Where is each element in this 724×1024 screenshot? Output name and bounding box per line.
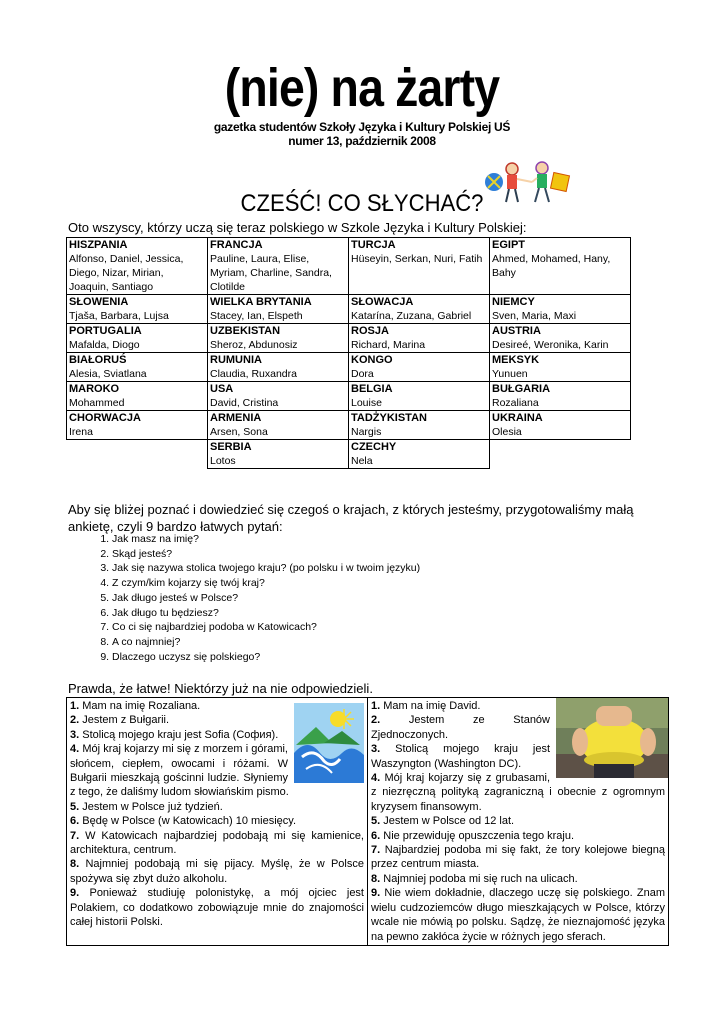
country-cell <box>490 353 631 382</box>
answer-text: Stolicą mojego kraju jest Waszyngton (Washington DC). <box>371 743 550 770</box>
country-name: KONGO <box>351 354 393 366</box>
answer-text: Najmniej podobają mi się pijacy. Myślę, że w Polsce spożywa się zbyt dużo alkoholu. <box>70 858 364 885</box>
answer-text: Nie wiem dokładnie, dlaczego uczę się polskiego. Znam wielu cudzoziemców długo mieszkających w Polsce, którzy wcale nie mówią po polsku. Sądzę, że nieznajomość języka na pewno zakłóca życie w różnych jego sferach. <box>371 887 665 943</box>
country-cell <box>67 411 208 440</box>
student-names: Sheroz, Abdunosiz <box>210 339 298 351</box>
answer-line <box>70 857 364 886</box>
country-name: RUMUNIA <box>210 354 262 366</box>
survey-intro: Aby się bliżej poznać i dowiedzieć się czegoś o krajach, z których jesteśmy, przygotowaliśmy małą ankietę, czyli 9 bardzo łatwych pytań: <box>68 502 634 534</box>
country-cell <box>490 382 631 411</box>
answers-table <box>66 697 669 946</box>
answer-line <box>371 886 665 944</box>
answer-number: 9. <box>70 887 80 900</box>
answer-text: Stolicą mojego kraju jest Sofia (София). <box>79 728 279 741</box>
newsletter-title: (nie) na żarty <box>224 58 500 118</box>
country-cell <box>67 324 208 353</box>
question-item: 2. Skąd jesteś? <box>112 547 420 562</box>
country-name: HISZPANIA <box>69 239 128 251</box>
country-cell <box>349 324 490 353</box>
table-row <box>67 238 631 295</box>
answer-number: 1. <box>371 700 381 712</box>
student-names: Mohammed <box>69 397 125 409</box>
answer-number: 6. <box>371 829 381 842</box>
answer-text: W Katowicach najbardziej podobają mi się kamienice, architektura, centrum. <box>70 829 364 857</box>
student-names: Irena <box>69 426 93 438</box>
student-names: Arsen, Sona <box>210 426 268 438</box>
country-name: ARMENIA <box>210 412 262 424</box>
answer-text: Mam na imię David. <box>380 700 481 712</box>
countries-table <box>66 237 631 469</box>
person-photo-icon <box>556 698 668 778</box>
student-names: Alesia, Sviatlana <box>69 368 147 380</box>
student-names: Alfonso, Daniel, Jessica, Diego, Nizar, Mirian, Joaquin, Santiago <box>69 253 184 293</box>
country-name: PORTUGALIA <box>69 325 142 337</box>
country-name: NIEMCY <box>492 296 535 308</box>
country-cell <box>67 382 208 411</box>
country-cell <box>349 295 490 324</box>
country-name: BELGIA <box>351 383 393 395</box>
answer-line <box>70 814 364 828</box>
country-name: USA <box>210 383 234 395</box>
empty-cell <box>67 440 208 469</box>
country-cell <box>349 382 490 411</box>
student-names: Mafalda, Diogo <box>69 339 140 351</box>
answer-number: 6. <box>70 815 80 828</box>
issue-number: numer 13, październik 2008 <box>288 134 436 148</box>
country-name: ROSJA <box>351 325 389 337</box>
answer-line <box>371 843 665 872</box>
student-names: Lotos <box>210 455 236 467</box>
question-item: 8. A co najmniej? <box>112 635 420 650</box>
country-name: MAROKO <box>69 383 120 395</box>
answer-number: 5. <box>70 800 80 813</box>
country-name: FRANCJA <box>210 239 263 251</box>
country-cell <box>208 440 349 469</box>
student-names: Katarína, Zuzana, Gabriel <box>351 310 472 322</box>
answer-text: Ponieważ studiuję polonistykę, a mój ojciec jest Polakiem, co dodatkowo zobowiązuje mnie do znajomości całej historii Polski. <box>70 887 364 929</box>
answer-text: Nie przewiduję opuszczenia tego kraju. <box>380 829 575 842</box>
country-cell <box>349 238 490 295</box>
country-cell <box>67 353 208 382</box>
country-cell <box>490 295 631 324</box>
student-names: Ahmed, Mohamed, Hany, Bahy <box>492 253 611 279</box>
student-names: Richard, Marina <box>351 339 426 351</box>
answer-text: Mam na imię Rozaliana. <box>79 700 201 712</box>
student-names: Louise <box>351 397 382 409</box>
answers-intro: Prawda, że łatwe! Niektórzy już na nie odpowiedzieli. <box>68 681 373 696</box>
question-item: 9. Dlaczego uczysz się polskiego? <box>112 650 420 665</box>
student-names: Yunuen <box>492 368 528 380</box>
answer-text: Jestem ze Stanów Zjednoczonych. <box>371 714 550 741</box>
table-row <box>67 382 631 411</box>
table-row <box>67 353 631 382</box>
answer-number: 3. <box>70 728 80 741</box>
answer-number: 4. <box>70 743 80 756</box>
student-names: Hüseyin, Serkan, Nuri, Fatih <box>351 253 483 265</box>
country-cell <box>208 411 349 440</box>
children-clipart-icon <box>482 160 574 206</box>
answer-text: Jestem w Polsce od 12 lat. <box>380 815 515 828</box>
country-name: CHORWACJA <box>69 412 141 424</box>
answer-number: 3. <box>371 743 381 756</box>
answer-line <box>70 800 364 814</box>
country-cell <box>349 411 490 440</box>
answer-line <box>371 872 665 886</box>
answer-text: Jestem z Bułgarii. <box>79 714 170 727</box>
student-names: Nela <box>351 455 373 467</box>
answer-text: Najbardziej podoba mi się fakt, że tory kolejowe biegną przez centrum miasta. <box>371 844 665 871</box>
answer-number: 9. <box>371 887 381 900</box>
country-name: SERBIA <box>210 441 252 453</box>
answer-text: Mój kraj kojarzy się z grubasami, z niezręczną polityką zagraniczną i obecnie z ogromnym kryzysem finansowym. <box>371 772 665 813</box>
answer-number: 1. <box>70 700 80 712</box>
student-names: David, Cristina <box>210 397 279 409</box>
island-illustration-icon <box>294 703 364 783</box>
section-heading: CZEŚĆ! CO SŁYCHAĆ? <box>240 190 484 217</box>
answer-line <box>70 829 364 858</box>
answer-line <box>371 814 665 828</box>
student-names: Olesia <box>492 426 522 438</box>
country-cell <box>208 238 349 295</box>
question-item: 1. Jak masz na imię? <box>112 532 420 547</box>
answer-line <box>371 829 665 843</box>
country-cell <box>67 238 208 295</box>
intro-text: Oto wszyscy, którzy uczą się teraz polskiego w Szkole Języka i Kultury Polskiej: <box>68 220 527 235</box>
student-names: Claudia, Ruxandra <box>210 368 297 380</box>
country-name: WIELKA BRYTANIA <box>210 296 312 308</box>
country-cell <box>208 295 349 324</box>
table-row <box>67 324 631 353</box>
answers-david <box>368 698 669 946</box>
newsletter-subtitle: gazetka studentów Szkoły Języka i Kultury Polskiej UŚ <box>213 120 511 134</box>
question-item: 7. Co ci się najbardziej podoba w Katowicach? <box>112 620 420 635</box>
question-item: 4. Z czym/kim kojarzy się twój kraj? <box>112 576 420 591</box>
country-cell <box>490 324 631 353</box>
student-names: Rozaliana <box>492 397 539 409</box>
student-names: Dora <box>351 368 374 380</box>
country-name: MEKSYK <box>492 354 540 366</box>
country-name: CZECHY <box>351 441 397 453</box>
empty-cell <box>490 440 631 469</box>
country-name: TADŻYKISTAN <box>351 412 427 424</box>
answer-number: 8. <box>70 858 80 871</box>
answer-text: Będę w Polsce (w Katowicach) 10 miesięcy. <box>79 815 297 828</box>
table-row <box>67 295 631 324</box>
answer-text: Jestem w Polsce już tydzień. <box>79 800 223 813</box>
student-names: Sven, Maria, Maxi <box>492 310 577 322</box>
country-cell <box>208 353 349 382</box>
answer-text: Mój kraj kojarzy mi się z morzem i górami, słońcem, ciepłem, owocami i różami. W Bułgarii mieszkają gościnni ludzie. Słyniemy z tego, że daliśmy ludom słowiańskim pismo. <box>70 743 289 799</box>
answer-line <box>70 886 364 929</box>
country-name: SŁOWACJA <box>351 296 414 308</box>
answer-number: 4. <box>371 772 381 785</box>
country-cell <box>349 440 490 469</box>
student-names: Nargis <box>351 426 382 438</box>
country-cell <box>208 382 349 411</box>
answer-number: 7. <box>371 844 381 857</box>
question-item: 5. Jak długo jesteś w Polsce? <box>112 591 420 606</box>
country-name: BUŁGARIA <box>492 383 551 395</box>
country-cell <box>349 353 490 382</box>
country-name: TURCJA <box>351 239 396 251</box>
country-name: UZBEKISTAN <box>210 325 281 337</box>
answer-number: 8. <box>371 872 381 885</box>
answers-rozaliana <box>67 698 368 946</box>
country-name: SŁOWENIA <box>69 296 129 308</box>
country-cell <box>208 324 349 353</box>
student-names: Pauline, Laura, Elise, Myriam, Charline, Sandra, Clotilde <box>210 253 332 293</box>
student-names: Stacey, Ian, Elspeth <box>210 310 303 322</box>
student-names: Desireé, Weronika, Karin <box>492 339 609 351</box>
table-row <box>67 411 631 440</box>
questions-list <box>70 532 420 664</box>
answer-number: 7. <box>70 829 80 842</box>
country-cell <box>490 238 631 295</box>
country-cell <box>490 411 631 440</box>
country-cell <box>67 295 208 324</box>
country-name: UKRAINA <box>492 412 543 424</box>
country-name: EGIPT <box>492 239 526 251</box>
masthead <box>0 58 724 148</box>
student-names: Tjaša, Barbara, Lujsa <box>69 310 169 322</box>
country-name: BIAŁORUŚ <box>69 354 127 366</box>
answer-text: Najmniej podoba mi się ruch na ulicach. <box>380 872 578 885</box>
answer-number: 5. <box>371 815 381 828</box>
question-item: 3. Jak się nazywa stolica twojego kraju? (po polsku i w twoim języku) <box>112 561 420 576</box>
answer-number: 2. <box>70 714 80 727</box>
answer-number: 2. <box>371 714 381 727</box>
table-row <box>67 440 631 469</box>
question-item: 6. Jak długo tu będziesz? <box>112 606 420 621</box>
country-name: AUSTRIA <box>492 325 541 337</box>
